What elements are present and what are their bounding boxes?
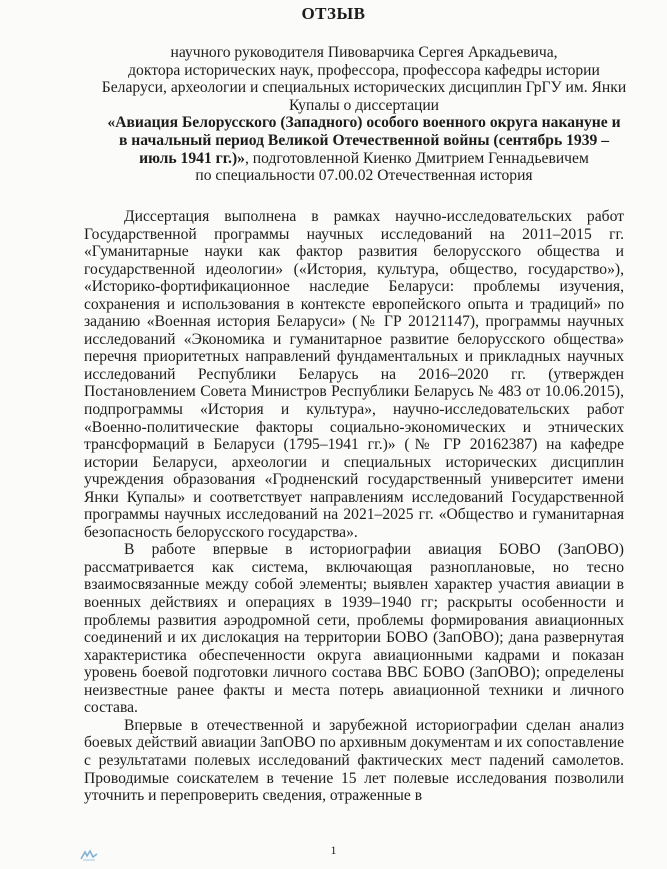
body-paragraph: Диссертация выполнена в рамках научно-исследовательских работ Государственной программы научных исследований на 2011–2015 гг. «Гуманитарные науки как фактор развития белорусского общества и государственной идеологии» («История, культура, общество, государство»), «Историко-фортификационное наследие Беларуси: проблемы изучения, сохранения и использования в контексте европейского опыта и традиций» по заданию «Военная история Беларуси» (№ ГР 20121147), программы научных исследований «Экономика и гуманитарное развитие белорусского общества» перечня приоритетных направлений фундаментальных и прикладных научных исследований Республики Беларусь на 2016–2020 гг. (утвержден Постановлением Совета Министров Республики Беларусь № 483 от 10.06.2015), подпрограммы «История и культура», научно-исследовательских работ «Военно-политические факторы социально-экономических и этнических трансформаций в Беларуси (1795–1941 гг.)» (№ ГР 20162387) на кафедре истории Беларуси, археологии и специальных исторических дисциплин учреждения образования «Гродненский государственный университет имени Янки Купалы» и соответствует направлениям исследований Государственной программы научных исследований на 2021–2025 гг. «Общество и гуманитарная безопасность белорусского государства». [84,208,624,541]
author-text: , подготовленной Киенко Дмитрием Геннадьевичем [244,149,589,167]
document-title: ОТЗЫВ [301,4,366,23]
header-line: доктора исторических наук, профессора, профессора кафедры истории [128,61,600,79]
ink-stamp-mark [78,848,100,862]
page-number: 1 [330,843,337,857]
dissertation-title-last-line [84,150,644,168]
specialty-line: по специальности 07.00.02 Отечественная история [195,167,533,185]
header-line: Беларуси, археологии и специальных исторических дисциплин ГрГУ им. Янки [101,79,627,97]
dissertation-title-end: июль 1941 гг.)» [139,149,245,167]
body-paragraph: Впервые в отечественной и зарубежной историографии сделан анализ боевых действий авиации ЗапОВО по архивным документам и их сопоставление с результатами полевых исследований фактических мест падений самолетов. Проводимые соискателем в течение 15 лет полевые исследования позволили уточнить и перепроверить сведения, отраженные в [84,716,624,805]
dissertation-title-line: в начальный период Великой Отечественной войны (сентябрь 1939 – [118,131,609,149]
document-header [84,44,644,185]
header-line: научного руководителя Пивоварчика Сергея Аркадьевича, [170,44,558,61]
body-paragraph: В работе впервые в историографии авиация БОВО (ЗапОВО) рассматривается как система, включающая разноплановые, но тесно взаимосвязанные между собой элементы; выявлен характер участия авиации в военных действиях и операциях в 1939–1940 гг; раскрыты особенности и проблемы развития аэродромной сети, проблемы формирования авиационных соединений и их дислокация на территории БОВО (ЗапОВО); дана развернутая характеристика обеспеченности округа авиационными кадрами и показан уровень боевой подготовки личного состава ВВС БОВО (ЗапОВО); определены неизвестные ранее факты и места потерь авиационной техники и личного состава. [84,541,624,717]
header-line: Купалы о диссертации [288,96,440,114]
dissertation-title-line: «Авиация Белорусского (Западного) особого военного округа накануне и [107,114,621,132]
document-body [84,208,624,805]
